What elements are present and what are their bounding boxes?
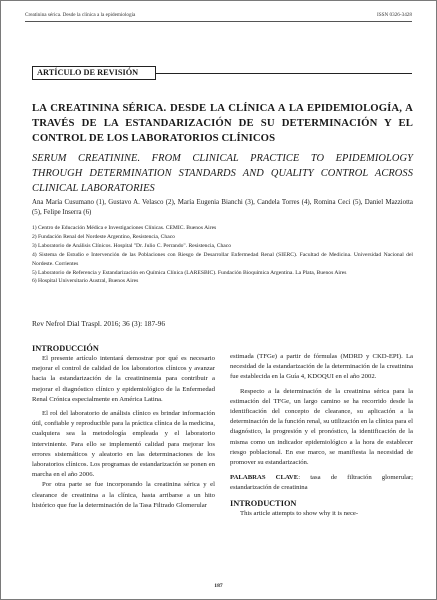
paragraph: This article attempts to show why it is nece- — [240, 509, 359, 517]
title-spanish: LA CREATININA SÉRICA. DESDE LA CLÍNICA A LA EPIDEMIOLOGÍA, A TRAVÉS DE LA ESTANDARIZACIÓN DE SU DETERMINACIÓN Y EL CONTROL DE LOS LABORATORIOS CLÍNICOS — [32, 102, 413, 144]
intro-heading-en: INTRODUCTION — [230, 498, 297, 508]
affiliation-item: 3) Laboratorio de Análisis Clínicos. Hospital "Dr. Julio C. Perrando". Resistencia, Chaco — [32, 242, 232, 249]
running-head-issn: ISSN 0326-3428 — [376, 12, 412, 18]
paragraph: El rol del laboratorio de análisis clínico es brindar información útil, confiable y reproducible para la práctica clínica de la medicina, cualquiera sea la metodología empleada y el laboratorio interviniente. Para ello se implementó calidad para mejorar los errores sistemáticos y aleatorio en las determinaciones de los laboratorios clínicos. Los programas de estandarización se ponen en marcha en el año 2006. — [32, 410, 215, 479]
left-column — [32, 343, 215, 511]
title-english: SERUM CREATININE. FROM CLINICAL PRACTICE TO EPIDEMIOLOGY THROUGH DETERMINATION STANDARDS AND QUALITY CONTROL ACROSS CLINICAL LABORATORIES — [32, 153, 413, 194]
affiliation-item: 1) Centro de Educación Médica e Investigaciones Clínicas. CEMIC. Buenos Aires — [32, 225, 217, 231]
keywords-text: : tasa de filtración glomerular; estandarización de creatinina — [230, 474, 413, 492]
affiliation-item: 4) Sistema de Estudio e Intervención de las Poblaciones con Riesgo de Desarrollar Enfermedad Renal (SIERC). Facultad de Medicina. Universidad Nacional del Nordeste. Corrientes — [32, 251, 413, 267]
keywords — [230, 473, 413, 493]
paragraph: estimada (TFGe) a partir de fórmulas (MDRD y CKD-EPI). La necesidad de la estandarización de la determinación de la creatinina fue establecida en la Guía 4, KDOQUI en el año 2002. — [230, 353, 413, 381]
affiliation-item: 5) Laboratorio de Referencia y Estandarización en Química Clínica (LARESBIC). Fundación Bioquímica Argentina. La Plata, Buenos Aires — [32, 269, 347, 276]
paragraph: Respecto a la determinación de la creatinina sérica para la estimación del TFGe, un largo camino se ha recorrido desde la identificación del concepto de clearance, su aplicación a la determinación de la función renal, su utilización en la clínica para el diagnóstico, la progresión y el pronóstico, la identificación de la misma como un indicador epidemiológico a la hora de establecer riesgo poblacional. En ese marco, se manifiesta la necesidad de promover su estandarización. — [230, 387, 413, 467]
intro-heading-es: INTRODUCCIÓN — [32, 344, 99, 353]
affiliation-item: 2) Fundación Renal del Nordeste Argentino, Resistencia, Chaco — [32, 233, 175, 240]
affiliation-item: 6) Hospital Universitario Austral, Buenos Aires — [32, 278, 139, 285]
running-head-title: Creatinina sérica. Desde la clínica a la epidemiología — [25, 12, 136, 18]
paragraph: Por otra parte se fue incorporando la creatinina sérica y el clearance de creatinina a la clínica, hasta arribarse a un hito histórico que fue la determinación de la Tasa Filtrado Glomerular — [32, 481, 215, 509]
section-label: ARTÍCULO DE REVISIÓN — [32, 66, 156, 80]
paragraph: El presente artículo intentará demostrar por qué es necesario mejorar el control de calidad de los laboratorios clínicos y avanzar hacia la estandarización de la creatininemia para contribuir a mejorar el diagnóstico clínico y epidemiológico de la Enfermedad Renal Crónica especialmente en América Latina. — [32, 355, 215, 403]
right-column — [230, 352, 413, 519]
affiliations — [32, 224, 413, 286]
keywords-label: PALABRAS CLAVE — [230, 474, 299, 482]
citation: Rev Nefrol Dial Traspl. 2016; 36 (3): 187-96 — [32, 319, 166, 328]
running-head — [25, 12, 412, 18]
page-number: 187 — [214, 583, 223, 589]
header-rule — [25, 21, 412, 22]
section-rule — [156, 73, 412, 74]
authors: Ana María Cusumano (1), Gustavo A. Velasco (2), María Eugenia Bianchi (3), Candela Torres (4), Romina Ceci (5), Daniel Mazziotta (5), Felipe Inserra (6) — [32, 199, 413, 216]
